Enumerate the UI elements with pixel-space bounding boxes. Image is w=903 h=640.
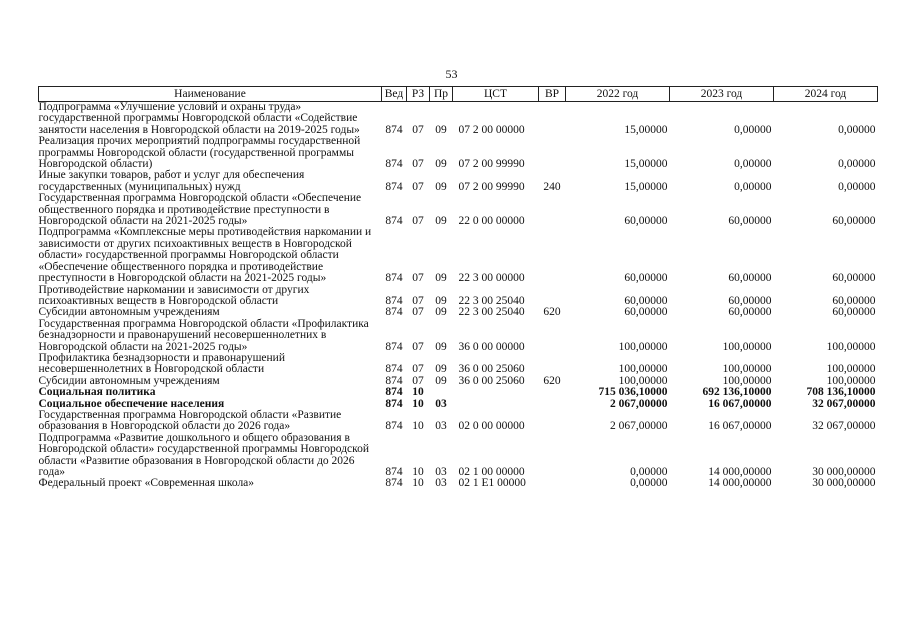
budget-table bbox=[38, 86, 878, 490]
row-amount-2023: 100,00000 bbox=[722, 363, 772, 376]
row-amount-2022: 15,00000 bbox=[624, 180, 668, 193]
row-amount-2023: 60,00000 bbox=[728, 272, 772, 285]
row-rz: 07 bbox=[412, 180, 424, 193]
row-cst: 07 2 00 99990 bbox=[458, 158, 525, 171]
row-pr: 09 bbox=[435, 272, 447, 285]
row-pr bbox=[430, 387, 453, 398]
row-pr: 09 bbox=[435, 340, 447, 353]
table-body bbox=[39, 102, 878, 490]
row-rz: 07 bbox=[412, 123, 424, 136]
row-rz: 10 bbox=[412, 466, 424, 478]
row-amount-2024: 60,00000 bbox=[832, 272, 876, 285]
row-ved: 874 bbox=[385, 386, 403, 399]
row-name: Федеральный проект «Современная школа» bbox=[38, 477, 255, 490]
row-cst: 22 3 00 25040 bbox=[458, 306, 525, 319]
row-amount-2024: 32 067,00000 bbox=[812, 397, 876, 410]
row-vr bbox=[539, 319, 566, 353]
row-pr: 09 bbox=[435, 180, 447, 193]
row-amount-2022: 0,00000 bbox=[630, 477, 668, 490]
row-cst: 02 0 00 00000 bbox=[458, 420, 525, 433]
row-vr: 240 bbox=[543, 180, 561, 193]
row-cst: 07 2 00 00000 bbox=[458, 123, 525, 136]
row-amount-2023: 692 136,10000 bbox=[702, 386, 772, 399]
row-ved: 874 bbox=[385, 340, 403, 353]
row-amount-2023: 14 000,00000 bbox=[708, 477, 772, 490]
row-amount-2024: 0,00000 bbox=[838, 158, 876, 171]
row-amount-2022: 0,00000 bbox=[630, 466, 668, 478]
row-amount-2023: 0,00000 bbox=[734, 180, 772, 193]
row-cst: 36 0 00 25060 bbox=[458, 363, 525, 376]
row-vr bbox=[539, 193, 566, 227]
row-amount-2023: 100,00000 bbox=[722, 340, 772, 353]
header-2022: 2022 год bbox=[566, 87, 670, 102]
row-pr: 09 bbox=[435, 363, 447, 376]
row-name: Социальное обеспечение населения bbox=[38, 397, 225, 410]
row-name: Субсидии автономным учреждениям bbox=[38, 306, 220, 319]
header-name: Наименование bbox=[39, 87, 382, 102]
row-name: Субсидии автономным учреждениям bbox=[38, 374, 220, 387]
row-amount-2023: 60,00000 bbox=[728, 215, 772, 228]
table-row bbox=[39, 387, 878, 398]
row-vr bbox=[539, 433, 566, 479]
table-row bbox=[39, 410, 878, 433]
row-vr bbox=[539, 227, 566, 284]
row-cst: 22 3 00 00000 bbox=[458, 272, 525, 285]
row-ved: 874 bbox=[385, 215, 403, 228]
row-amount-2023: 16 067,00000 bbox=[708, 420, 772, 433]
row-name: Государственная программа Новгородской области «Профилактика безнадзорности и правонарушений несовершеннолетних в Новгородской области на 2021-2025 годы» bbox=[38, 317, 369, 353]
page-number: 53 bbox=[445, 67, 458, 81]
table-row bbox=[39, 433, 878, 479]
table-row bbox=[39, 170, 878, 193]
row-cst: 36 0 00 25060 bbox=[458, 374, 525, 387]
row-ved: 874 bbox=[385, 180, 403, 193]
row-rz: 07 bbox=[412, 363, 424, 376]
row-ved: 874 bbox=[385, 306, 403, 319]
table-row bbox=[39, 285, 878, 308]
row-rz: 10 bbox=[412, 420, 424, 433]
row-pr: 09 bbox=[435, 306, 447, 319]
row-amount-2022: 100,00000 bbox=[618, 363, 668, 376]
row-name: Противодействие наркомании и зависимости от других психоактивных веществ в Новгородской области bbox=[38, 283, 310, 307]
row-amount-2024: 708 136,10000 bbox=[806, 386, 876, 399]
table-row bbox=[39, 102, 878, 137]
header-pr: Пр bbox=[430, 87, 453, 102]
row-amount-2023: 14 000,00000 bbox=[708, 466, 772, 478]
row-cst bbox=[453, 399, 539, 410]
row-amount-2024: 100,00000 bbox=[826, 340, 876, 353]
row-rz: 07 bbox=[412, 272, 424, 285]
header-ved: Вед bbox=[382, 87, 407, 102]
row-vr bbox=[539, 387, 566, 398]
table-header bbox=[39, 87, 878, 102]
row-amount-2024: 30 000,00000 bbox=[812, 466, 876, 478]
table-row bbox=[39, 227, 878, 284]
row-amount-2022: 2 067,00000 bbox=[610, 420, 668, 433]
row-cst: 22 0 00 00000 bbox=[458, 215, 525, 228]
row-vr bbox=[539, 399, 566, 410]
row-amount-2022: 2 067,00000 bbox=[610, 397, 668, 410]
row-name: Государственная программа Новгородской области «Развитие образования в Новгородской области до 2026 года» bbox=[38, 408, 342, 433]
row-amount-2024: 32 067,00000 bbox=[812, 420, 876, 433]
table-row bbox=[39, 478, 878, 489]
row-rz: 10 bbox=[412, 397, 424, 410]
row-vr bbox=[539, 410, 566, 433]
row-amount-2022: 100,00000 bbox=[618, 340, 668, 353]
row-amount-2024: 30 000,00000 bbox=[812, 477, 876, 490]
row-amount-2023: 0,00000 bbox=[734, 123, 772, 136]
header-rz: РЗ bbox=[407, 87, 430, 102]
table-row bbox=[39, 136, 878, 170]
row-pr: 09 bbox=[435, 294, 447, 307]
row-pr: 09 bbox=[435, 123, 447, 136]
row-amount-2024: 0,00000 bbox=[838, 123, 876, 136]
row-cst: 02 1 00 00000 bbox=[458, 466, 525, 478]
row-amount-2022: 100,00000 bbox=[618, 374, 668, 387]
row-cst: 02 1 E1 00000 bbox=[458, 477, 526, 490]
row-cst bbox=[453, 387, 539, 398]
header-2023: 2023 год bbox=[670, 87, 774, 102]
row-name: Иные закупки товаров, работ и услуг для обеспечения государственных (муниципальных) нужд bbox=[38, 169, 305, 193]
row-cst: 07 2 00 99990 bbox=[458, 180, 525, 193]
row-amount-2023: 60,00000 bbox=[728, 294, 772, 307]
row-pr: 03 bbox=[435, 477, 447, 490]
row-name: Государственная программа Новгородской области «Обеспечение общественного порядка и противодействие преступности в Новгородской области на 2021-2025 годы» bbox=[38, 192, 362, 228]
row-rz: 07 bbox=[412, 215, 424, 228]
row-amount-2023: 100,00000 bbox=[722, 374, 772, 387]
row-ved: 874 bbox=[385, 158, 403, 171]
row-rz: 10 bbox=[412, 477, 424, 490]
row-amount-2022: 15,00000 bbox=[624, 123, 668, 136]
row-cst: 36 0 00 00000 bbox=[458, 340, 525, 353]
table-row bbox=[39, 353, 878, 376]
row-vr bbox=[539, 102, 566, 137]
row-vr bbox=[539, 285, 566, 308]
row-pr: 03 bbox=[435, 466, 447, 478]
row-name: Социальная политика bbox=[38, 386, 156, 399]
row-name: Профилактика безнадзорности и правонарушений несовершеннолетних в Новгородской области bbox=[38, 351, 285, 376]
header-cst: ЦСТ bbox=[453, 87, 539, 102]
row-ved: 874 bbox=[385, 420, 403, 433]
row-amount-2024: 60,00000 bbox=[832, 294, 876, 307]
row-amount-2022: 60,00000 bbox=[624, 215, 668, 228]
row-ved: 874 bbox=[385, 397, 403, 410]
row-amount-2024: 100,00000 bbox=[826, 363, 876, 376]
header-2024: 2024 год bbox=[774, 87, 878, 102]
table-row bbox=[39, 319, 878, 353]
table-row bbox=[39, 307, 878, 318]
row-name: Подпрограмма «Развитие дошкольного и общего образования в Новгородской области» государственной программы Новгородской области «Развитие образования в Новгородской области до 2026 года» bbox=[38, 431, 370, 478]
row-amount-2024: 60,00000 bbox=[832, 306, 876, 319]
table-row bbox=[39, 193, 878, 227]
row-rz: 07 bbox=[412, 294, 424, 307]
row-pr: 09 bbox=[435, 158, 447, 171]
row-pr: 09 bbox=[435, 374, 447, 387]
row-rz: 10 bbox=[412, 386, 424, 399]
row-ved: 874 bbox=[385, 294, 403, 307]
row-vr: 620 bbox=[543, 306, 561, 319]
row-rz: 07 bbox=[412, 158, 424, 171]
row-cst: 22 3 00 25040 bbox=[458, 294, 525, 307]
row-vr: 620 bbox=[543, 374, 561, 387]
header-vr: ВР bbox=[539, 87, 566, 102]
row-ved: 874 bbox=[385, 466, 403, 478]
row-amount-2022: 15,00000 bbox=[624, 158, 668, 171]
row-amount-2023: 60,00000 bbox=[728, 306, 772, 319]
row-rz: 07 bbox=[412, 340, 424, 353]
row-pr: 03 bbox=[435, 397, 447, 410]
row-amount-2022: 60,00000 bbox=[624, 294, 668, 307]
row-rz: 07 bbox=[412, 374, 424, 387]
row-amount-2023: 0,00000 bbox=[734, 158, 772, 171]
row-vr bbox=[539, 136, 566, 170]
row-amount-2024: 100,00000 bbox=[826, 374, 876, 387]
row-rz: 07 bbox=[412, 306, 424, 319]
row-amount-2022: 60,00000 bbox=[624, 306, 668, 319]
row-ved: 874 bbox=[385, 374, 403, 387]
row-pr: 09 bbox=[435, 215, 447, 228]
row-ved: 874 bbox=[385, 477, 403, 490]
row-name: Подпрограмма «Улучшение условий и охраны труда» государственной программы Новгородской области «Содействие занятости населения в Новгородской области на 2019-2025 годы» bbox=[38, 101, 360, 136]
row-amount-2022: 60,00000 bbox=[624, 272, 668, 285]
row-name: Подпрограмма «Комплексные меры противодействия наркомании и зависимости от других психоактивных веществ в Новгородской области» государственной программы Новгородской области «Обеспечение общественного порядка и противодействие преступности в Новгородской области на 2021-2025 годы» bbox=[38, 226, 372, 285]
row-amount-2022: 715 036,10000 bbox=[598, 386, 668, 399]
row-ved: 874 bbox=[385, 123, 403, 136]
row-vr bbox=[539, 478, 566, 489]
row-name: Реализация прочих мероприятий подпрограммы государственной программы Новгородской области (государственной программы Новгородской области) bbox=[38, 135, 361, 171]
row-amount-2024: 60,00000 bbox=[832, 215, 876, 228]
row-amount-2024: 0,00000 bbox=[838, 180, 876, 193]
row-pr: 03 bbox=[435, 420, 447, 433]
row-ved: 874 bbox=[385, 363, 403, 376]
row-ved: 874 bbox=[385, 272, 403, 285]
row-amount-2023: 16 067,00000 bbox=[708, 397, 772, 410]
row-vr bbox=[539, 353, 566, 376]
